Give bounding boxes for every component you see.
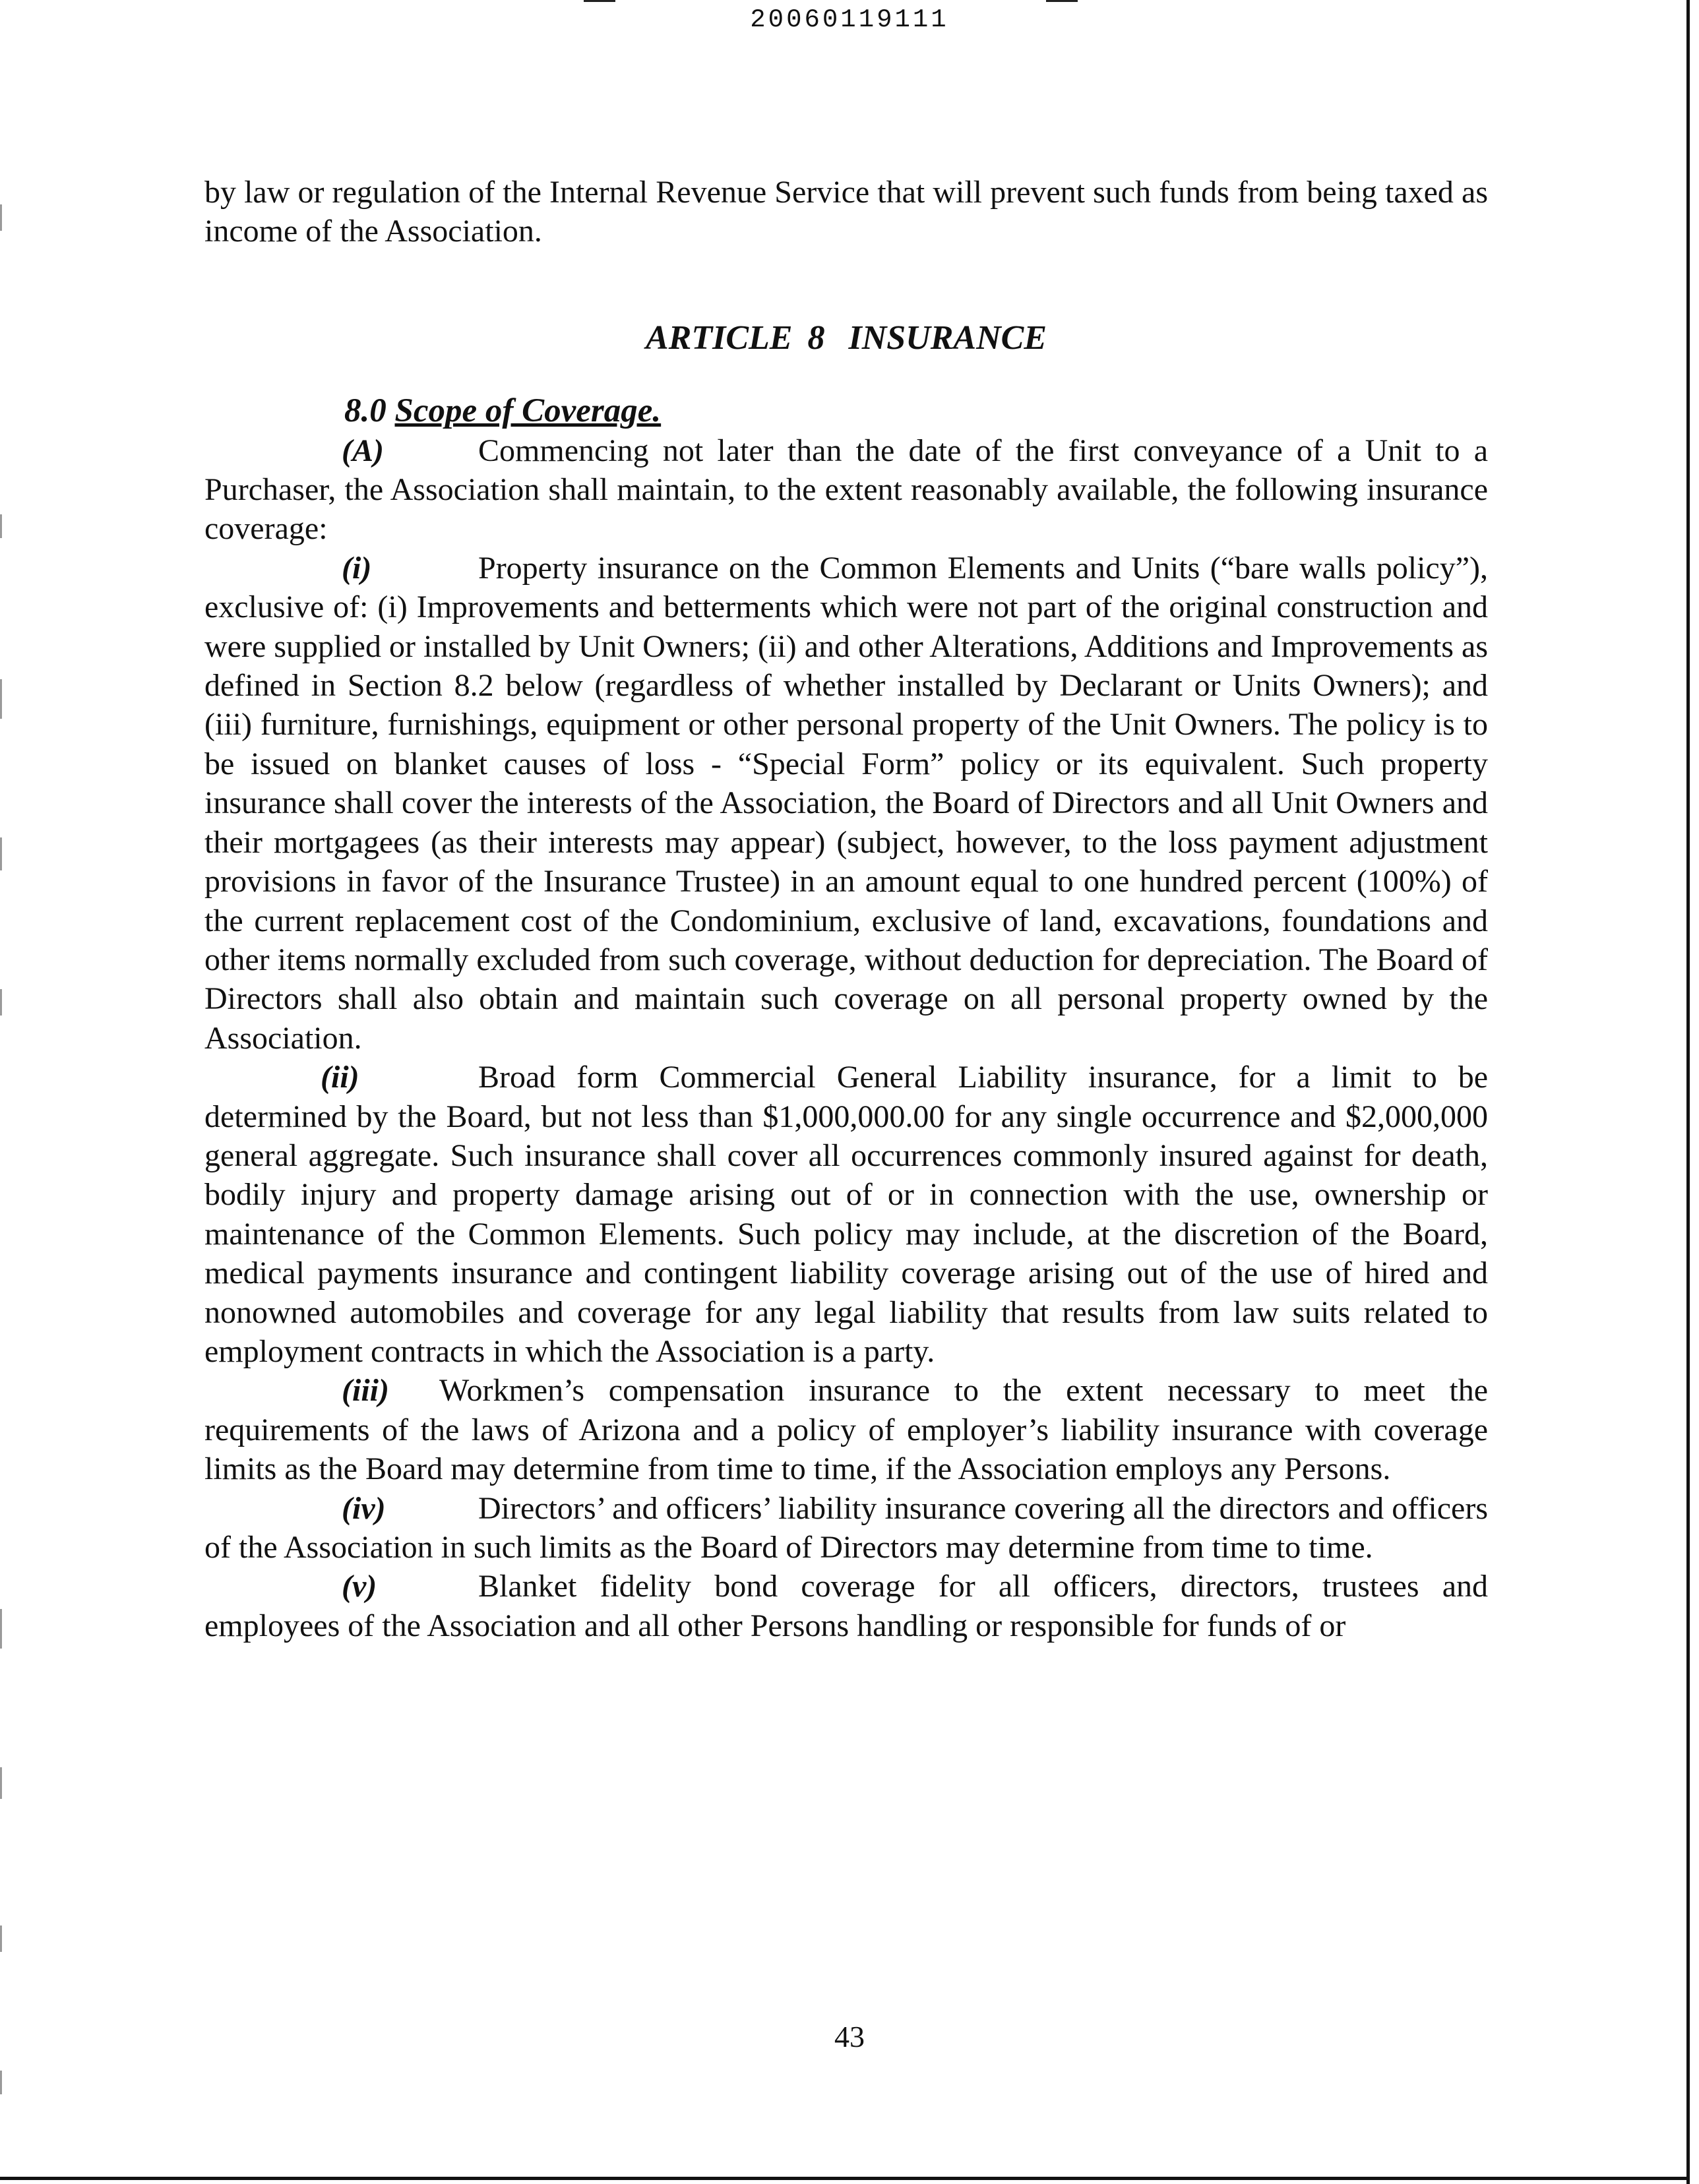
paragraph-iv (204, 1489, 1488, 1567)
paragraph-label: (iv) (342, 1490, 386, 1526)
scan-tick (0, 1609, 2, 1649)
section-title: Scope of Coverage. (394, 392, 662, 430)
document-number: 20060119111 (750, 5, 949, 34)
scan-tick (0, 2071, 2, 2094)
scan-tick (0, 1767, 2, 1799)
scan-tick (0, 679, 2, 719)
article-title: INSURANCE (848, 318, 1047, 357)
paragraph-ii (204, 1058, 1488, 1371)
paragraph-a (204, 431, 1488, 549)
scan-mark-left (584, 0, 615, 2)
continuation-paragraph: by law or regulation of the Internal Revenue Service that will prevent such funds from being taxed as income of the Association. (204, 175, 1488, 249)
scan-tick (0, 204, 2, 231)
scan-tick (0, 514, 2, 538)
scan-tick (0, 1926, 2, 1952)
section-number: 8.0 (344, 392, 386, 430)
paragraph-text: Property insurance on the Common Elements and Units (“bare walls policy”), exclusive of: (i) Improvements and betterments which were not part of the original construction and were supplied or installed by Unit Owners; (ii) and other Alterations, Additions and Improvements as defined in Section 8.2 below (regardless of whether installed by Declarant or Units Owners); and (iii) furniture, furnishings, equipment or other personal property of the Unit Owners. The policy is to be issued on blanket causes of loss - “Special Form” policy or its equivalent. Such property insurance shall cover the interests of the Association, the Board of Directors and all Unit Owners and their mortgagees (as their interests may appear) (subject, however, to the loss payment adjustment provisions in favor of the Insurance Trustee) in an amount equal to one hundred percent (100%) of the current replacement cost of the Condominium, exclusive of land, excavations, foundations and other items normally excluded from such coverage, without deduction for depreciation. The Board of Directors shall also obtain and maintain such coverage on all personal property owned by the Association. (204, 550, 1488, 1056)
paragraph-label: (iii) (342, 1373, 389, 1409)
paragraph-text: Directors’ and officers’ liability insurance covering all the directors and officers of the Association in such limits as the Board of Directors may determine from time to time. (204, 1490, 1488, 1565)
paragraph-label: (ii) (321, 1060, 359, 1095)
paragraph-i (204, 549, 1488, 1058)
scan-mark-right (1046, 0, 1078, 2)
scan-border-right (1686, 0, 1690, 2184)
paragraph-text: Broad form Commercial General Liability insurance, for a limit to be determined by the Board, but not less than $1,000,000.00 for any single occurrence and $2,000,000 general aggregate. Such insurance shall cover all occurrences commonly insured against for death, bodily injury and property damage arising out of or in connection with the use, ownership or maintenance of the Common Elements. Such policy may include, at the discretion of the Board, medical payments insurance and contingent liability coverage arising out of the use of hired and nonowned automobiles and coverage for any legal liability that results from law suits related to employment contracts in which the Association is a party. (204, 1060, 1488, 1369)
document-body (204, 173, 1488, 1645)
page-number: 43 (834, 2020, 865, 2053)
paragraph-label: (i) (342, 550, 372, 586)
paragraph-text: Blanket fidelity bond coverage for all officers, directors, trustees and employees of the Association and all other Persons handling or responsible for funds of or (204, 1569, 1488, 1643)
scan-border-bottom (0, 2177, 1690, 2180)
scan-tick (0, 837, 2, 870)
paragraph-text: Workmen’s compensation insurance to the extent necessary to meet the requirements of the laws of Arizona and a policy of employer’s liability insurance with coverage limits as the Board may determine from time to time, if the Association employs any Persons. (204, 1373, 1488, 1487)
paragraph-text: Commencing not later than the date of the first conveyance of a Unit to a Purchaser, the Association shall maintain, to the extent reasonably available, the following insurance coverage: (204, 433, 1488, 547)
article-heading (204, 318, 1488, 357)
scan-tick (0, 989, 2, 1016)
paragraph-iii (204, 1371, 1488, 1488)
paragraph-label: (v) (342, 1569, 377, 1604)
paragraph-label: (A) (342, 433, 384, 468)
section-heading (344, 392, 1488, 431)
paragraph-v (204, 1567, 1488, 1645)
article-number: ARTICLE 8 (645, 318, 825, 357)
